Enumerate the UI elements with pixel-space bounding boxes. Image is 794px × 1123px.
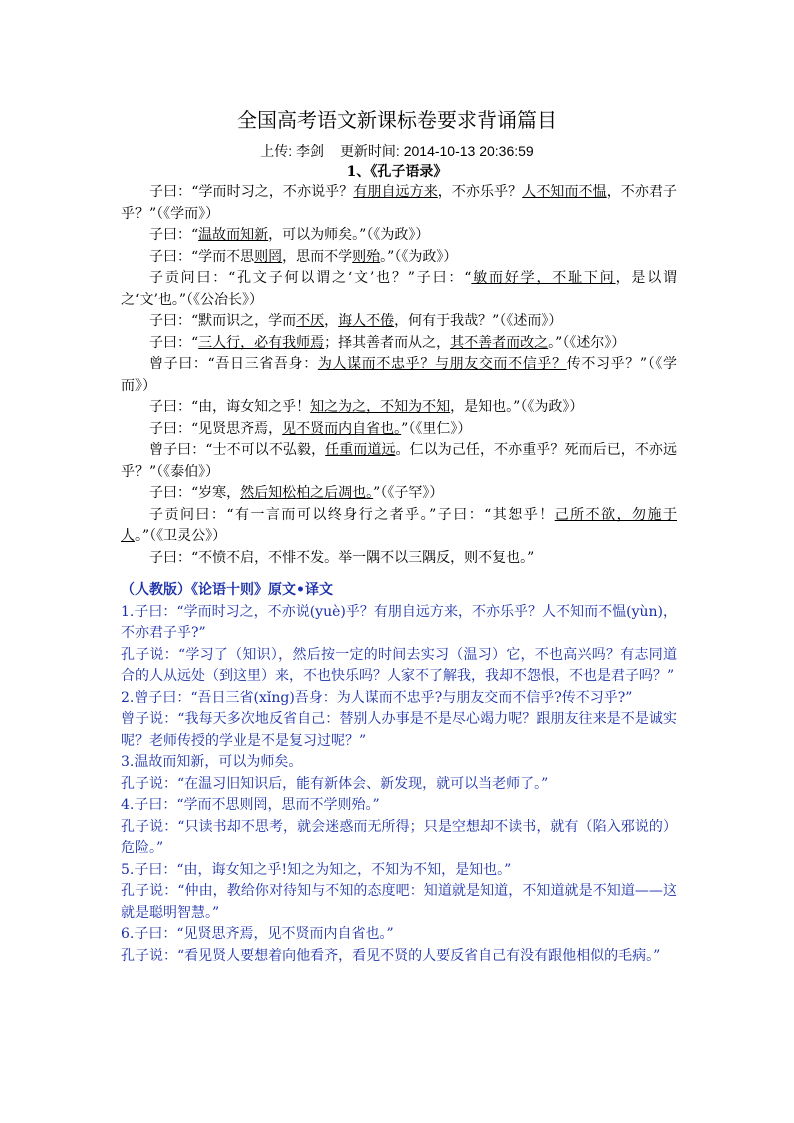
quote-text: ，是知也。”（《为政》） bbox=[450, 399, 584, 415]
quote-text: 。”（《卫灵公》） bbox=[135, 528, 227, 544]
quote-text: 曾子曰：“吾日三省吾身： bbox=[149, 356, 318, 372]
quote-paragraph bbox=[121, 333, 677, 355]
quote-text: ，可以为师矣。”（《为政》） bbox=[268, 227, 430, 243]
quote-text: 子曰：“ bbox=[149, 334, 199, 351]
translation-line: 孔子说：“看见贤人要想着向他看齐，看见不贤的人要反省自己有没有跟他相似的毛病。” bbox=[121, 947, 661, 964]
quotes-list bbox=[121, 182, 677, 569]
underlined-phrase: 其不善者而改之 bbox=[450, 334, 549, 351]
quote-text: ，是以谓之‘文’也。”（《公冶长》） bbox=[121, 270, 678, 308]
upload-meta bbox=[0, 141, 794, 161]
quote-paragraph bbox=[121, 505, 677, 548]
quote-text: 子曰：“学而时习之，不亦说乎？ bbox=[149, 184, 354, 200]
translation-section bbox=[121, 580, 677, 967]
quote-text: 。”（《为政》） bbox=[380, 248, 458, 265]
quote-paragraph bbox=[121, 440, 677, 483]
translation-heading: （人教版）《论语十则》原文•译文 bbox=[121, 582, 333, 598]
quote-paragraph bbox=[121, 483, 677, 505]
underlined-phrase: 见不贤而内自省也。 bbox=[282, 420, 402, 437]
underlined-phrase: 温故而知新 bbox=[198, 227, 269, 243]
translation-line: 孔子说：“在温习旧知识后，能有新体会、新发现，就可以当老师了。” bbox=[121, 775, 549, 792]
quote-paragraph bbox=[121, 354, 677, 397]
underlined-phrase: 人不知而不愠 bbox=[522, 184, 607, 200]
quote-text: 子曰：“默而识之，学而 bbox=[149, 313, 297, 329]
underlined-phrase: 则殆 bbox=[352, 248, 381, 265]
translation-line: 4.子曰：“学而不思则罔，思而不学则殆。” bbox=[121, 797, 380, 813]
underlined-phrase: 有朋自远方来 bbox=[353, 184, 438, 200]
quote-text: 子曰：“不愤不启，不悱不发。举一隅不以三隅反，则不复也。” bbox=[149, 549, 535, 566]
underlined-phrase: 为人谋而不忠乎？与朋友交而不信乎？ bbox=[317, 356, 567, 372]
translation-lines bbox=[121, 602, 677, 968]
quote-text: 传不习乎？”（《学而》） bbox=[121, 356, 677, 394]
underlined-phrase: 己所不欲，勿施于人 bbox=[121, 506, 677, 544]
quote-text: 子曰：“学而不思 bbox=[149, 248, 255, 265]
translation-line: 3.温故而知新，可以为师矣。 bbox=[121, 754, 303, 770]
translation-line: 孔子说：“只读书却不思考，就会迷惑而无所得；只是空想却不读书，就有（陷入邪说的）危险。” bbox=[121, 818, 677, 856]
quote-text: 曾子曰：“士不可以不弘毅， bbox=[149, 442, 326, 458]
quote-text: ， bbox=[324, 313, 339, 329]
quote-text: ，何有于我哉？”（《述而》） bbox=[394, 313, 563, 329]
quote-text: 。仁以为己任，不亦重乎？死而后已，不亦远乎？”（《泰伯》） bbox=[121, 442, 677, 480]
quote-text: 子曰：“见贤思齐焉， bbox=[149, 420, 283, 437]
quote-paragraph bbox=[121, 548, 677, 570]
underlined-phrase: 知之为之，不知为不知 bbox=[310, 399, 451, 415]
quote-paragraph bbox=[121, 268, 677, 311]
uploader: 上传: 李剑 bbox=[260, 143, 325, 159]
translation-line: 曾子说：“我每天多次地反省自己：替别人办事是不是尽心竭力呢？跟朋友往来是不是诚实呢？老师传授的学业是不是复习过呢？” bbox=[121, 711, 677, 749]
quote-text: ”（《里仁》） bbox=[401, 420, 472, 437]
section-title: 1、《孔子语录》 bbox=[346, 164, 448, 180]
quote-paragraph bbox=[121, 419, 677, 441]
quote-text: 子曰：“ bbox=[149, 227, 199, 243]
quote-text: 子曰：“岁寒， bbox=[149, 485, 241, 501]
translation-line: 5.子曰：“由，诲女知之乎!知之为知之，不知为不知，是知也。” bbox=[121, 861, 512, 878]
quote-text: ；择其善者而从之， bbox=[324, 334, 451, 351]
underlined-phrase: 诲人不倦 bbox=[338, 313, 395, 329]
underlined-phrase: 则罔 bbox=[254, 248, 283, 265]
document-title: 全国高考语文新课标卷要求背诵篇目 bbox=[237, 108, 557, 132]
quote-text: ，思而不学 bbox=[282, 248, 353, 265]
translation-line: 孔子说：“学习了（知识），然后按一定的时间去实习（温习）它，不也高兴吗？有志同道合的人从远处（到这里）来，不也快乐吗？人家不了解我，我却不怨恨，不也是君子吗？” bbox=[121, 646, 677, 684]
underlined-phrase: 三人行，必有我师焉 bbox=[198, 334, 325, 351]
quote-paragraph bbox=[121, 182, 677, 225]
quote-text: ，不亦乐乎？ bbox=[437, 184, 523, 200]
updated-time: 更新时间: 2014-10-13 20:36:59 bbox=[339, 143, 534, 159]
underlined-phrase: 任重而道远 bbox=[325, 442, 396, 458]
translation-line: 6.子曰：“见贤思齐焉，见不贤而内自省也。” bbox=[121, 926, 394, 942]
quote-text: 子曰：“由，诲女知之乎！ bbox=[149, 399, 311, 415]
translation-line: 2.曾子曰：“吾日三省(xǐng)吾身：为人谋而不忠乎?与朋友交而不信乎?传不习乎?” bbox=[121, 689, 633, 706]
quote-text: 子贡问曰：“孔文子何以谓之‘文’也？”子曰：“ bbox=[149, 270, 472, 286]
quote-paragraph bbox=[121, 247, 677, 269]
underlined-phrase: 敏而好学，不耻下问 bbox=[471, 270, 616, 286]
quote-text: ”（《子罕》） bbox=[373, 485, 444, 501]
underlined-phrase: 不厌 bbox=[296, 313, 325, 329]
quote-text: ，不亦君子乎？”（《学而》） bbox=[121, 184, 678, 222]
underlined-phrase: 然后知松柏之后凋也。 bbox=[240, 485, 374, 501]
quote-paragraph bbox=[121, 397, 677, 419]
translation-line: 孔子说：“仲由，教给你对待知与不知的态度吧：知道就是知道，不知道就是不知道——这就是聪明智慧。” bbox=[121, 883, 677, 921]
quote-paragraph bbox=[121, 225, 677, 247]
quote-paragraph bbox=[121, 311, 677, 333]
quote-text: 。”（《述尔》） bbox=[548, 334, 626, 351]
quote-text: 子贡问曰：“有一言而可以终身行之者乎。”子曰：“其恕乎！ bbox=[149, 506, 555, 523]
translation-line: 1.子曰：“学而时习之，不亦说(yuè)乎？有朋自远方来，不亦乐乎？人不知而不愠(yùn)，不亦君子乎?” bbox=[121, 603, 677, 641]
